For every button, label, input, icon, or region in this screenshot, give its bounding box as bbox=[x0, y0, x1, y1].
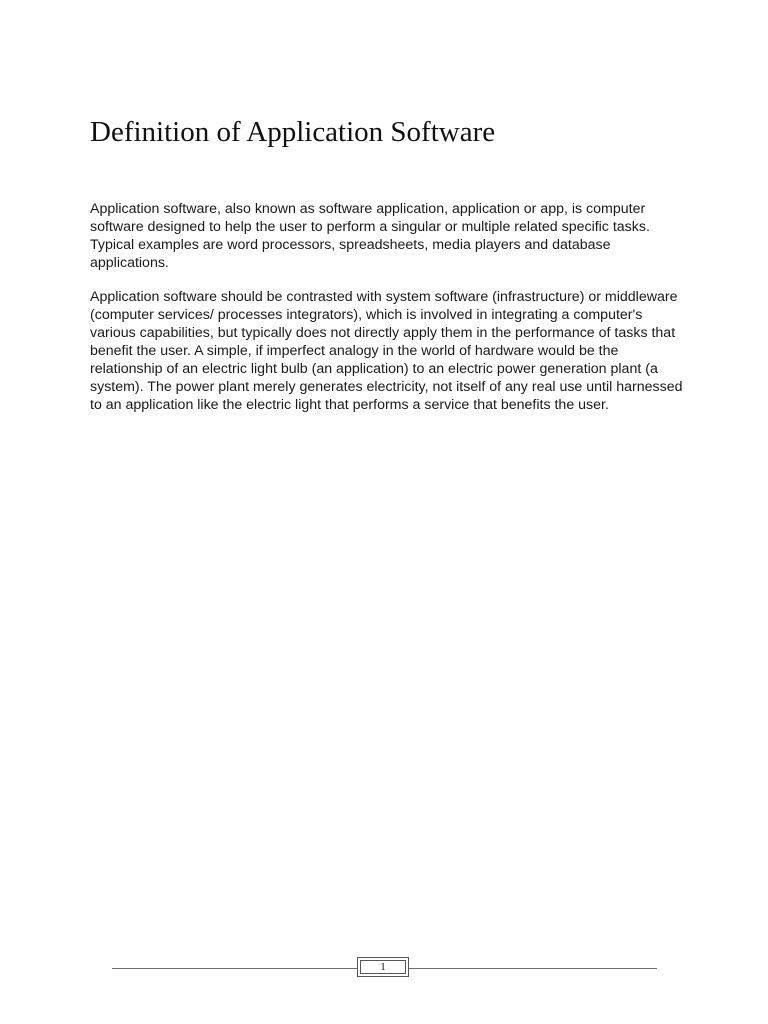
document-title: Definition of Application Software bbox=[90, 116, 496, 148]
paragraph-1: Application software, also known as software application, application or app, is computer software designed to help the user to perform a singular or multiple related specific tasks. Typical examples are word processors, spreadsheets, media players and database applications. bbox=[90, 201, 650, 271]
page-number-box bbox=[357, 957, 409, 977]
page-number: 1 bbox=[380, 961, 386, 973]
paragraph-2: Application software should be contrasted with system software (infrastructure) or middleware (computer services/ processes integrators), which is involved in integrating a computer's various capabilities, but typically does not directly apply them in the performance of tasks that benefit the user. A simple, if imperfect analogy in the world of hardware would be the relationship of an electric light bulb (an application) to an electric power generation plant (a system). The power plant merely generates electricity, not itself of any real use until harnessed to an application like the electric light that performs a service that benefits the user. bbox=[90, 289, 683, 413]
